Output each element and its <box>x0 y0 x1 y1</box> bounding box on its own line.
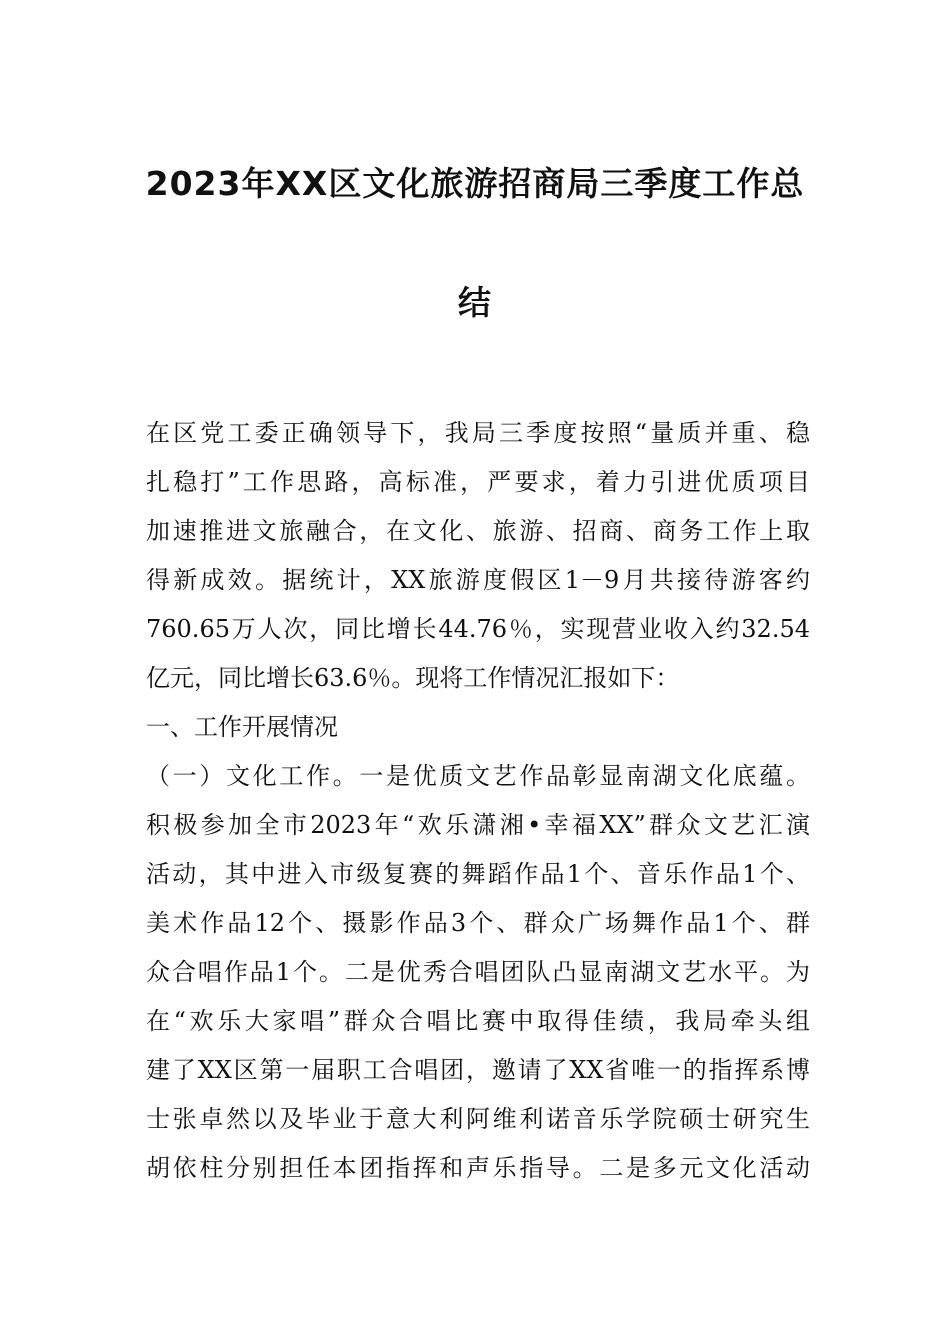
body-line: 760.65万人次，同比增长44.76％，实现营业收入约32.54 <box>146 615 810 643</box>
body-line: （一）文化工作。一是优质文艺作品彰显南湖文化底蕴。 <box>146 762 810 790</box>
body-line: 胡依柱分别担任本团指挥和声乐指导。二是多元文化活动 <box>146 1154 810 1182</box>
body-line: 美术作品12个、摄影作品3个、群众广场舞作品1个、群 <box>146 909 810 937</box>
body-line: 得新成效。据统计，XX旅游度假区1－9月共接待游客约 <box>146 566 810 594</box>
body-line: 士张卓然以及毕业于意大利阿维利诺音乐学院硕士研究生 <box>146 1105 810 1133</box>
body-line: 建了XX区第一届职工合唱团，邀请了XX省唯一的指挥系博 <box>146 1056 810 1084</box>
document-title-line-1: 2023年XX区文化旅游招商局三季度工作总 <box>145 164 805 203</box>
body-line: 扎稳打”工作思路，高标准，严要求，着力引进优质项目 <box>146 468 810 496</box>
body-line: 亿元，同比增长63.6％。现将工作情况汇报如下： <box>146 664 680 692</box>
body-line: 众合唱作品1个。二是优秀合唱团队凸显南湖文艺水平。为 <box>146 958 810 986</box>
body-line: 活动，其中进入市级复赛的舞蹈作品1个、音乐作品1个、 <box>146 860 810 888</box>
document-body <box>146 413 810 1197</box>
body-line: 积极参加全市2023年“欢乐潇湘•幸福XX”群众文艺汇演 <box>146 811 810 839</box>
body-line: 在“欢乐大家唱”群众合唱比赛中取得佳绩，我局牵头组 <box>146 1007 810 1035</box>
body-line: 在区党工委正确领导下，我局三季度按照“量质并重、稳 <box>146 419 810 447</box>
section-heading: 一、工作开展情况 <box>146 713 338 741</box>
body-line: 加速推进文旅融合，在文化、旅游、招商、商务工作上取 <box>146 517 810 545</box>
document-title-line-2: 结 <box>458 283 492 322</box>
